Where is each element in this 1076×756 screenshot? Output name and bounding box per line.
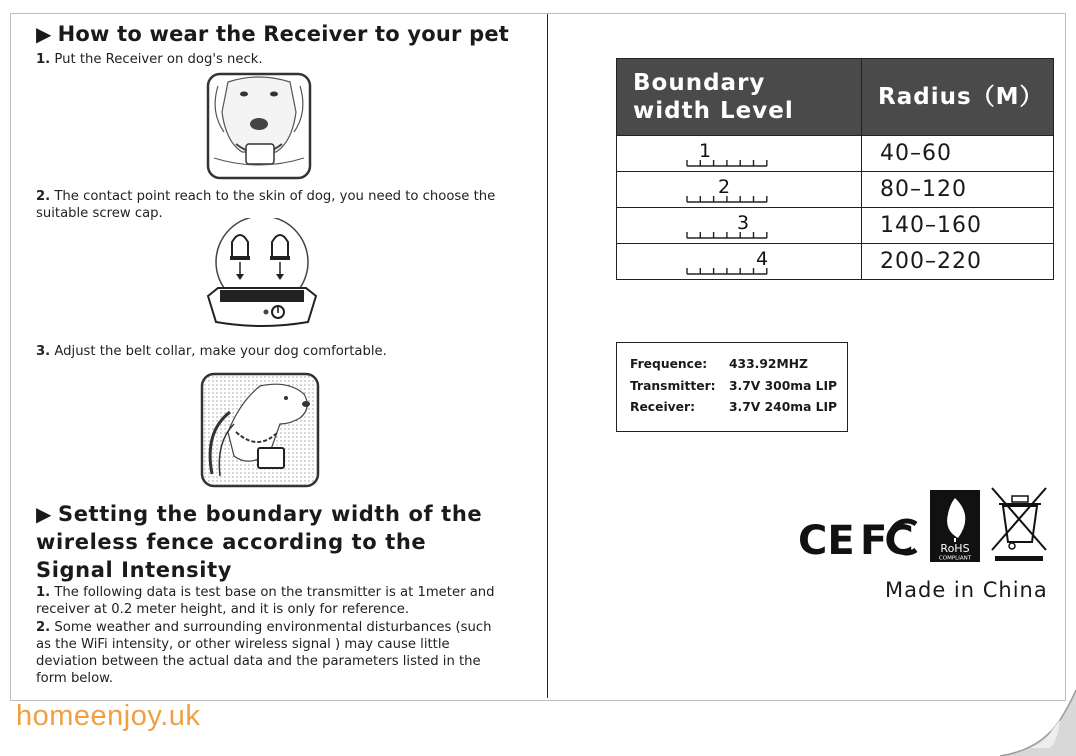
radius-cell: 200–220 bbox=[862, 244, 1054, 280]
table-row bbox=[617, 136, 1054, 172]
table-row bbox=[617, 208, 1054, 244]
spec-row-frequence: Frequence: 433.92MHZ bbox=[630, 357, 808, 371]
contact-point-screw-cap-illustration bbox=[204, 218, 320, 334]
specification-box bbox=[616, 342, 848, 432]
spec-row-receiver: Receiver: 3.7V 240ma LIP bbox=[630, 400, 838, 414]
triangle-bullet-icon: ▶ bbox=[36, 502, 52, 526]
dog-neck-receiver-illustration bbox=[206, 72, 312, 180]
section-heading-wear: ▶ How to wear the Receiver to your pet bbox=[36, 22, 510, 46]
level-scale-icon bbox=[685, 210, 769, 240]
step-3: 3. Adjust the belt collar, make your dog comfortable. bbox=[36, 344, 387, 359]
level-number: 3 bbox=[736, 212, 750, 234]
rohs-leaf-icon bbox=[930, 490, 980, 562]
page-curl-icon bbox=[1000, 690, 1076, 756]
ce-mark-icon bbox=[798, 518, 855, 564]
level-scale-icon bbox=[685, 246, 769, 276]
level-number: 4 bbox=[755, 248, 769, 270]
column-divider bbox=[547, 14, 548, 698]
certification-logos bbox=[798, 486, 1048, 566]
fcc-mark-icon bbox=[860, 518, 916, 564]
note-1: 1. The following data is test base on the transmitter is at 1meter and receiver at 0.2 meter height, and it is only for reference. bbox=[36, 585, 495, 617]
watermark-text: homeenjoy.uk bbox=[16, 700, 201, 732]
dog-collar-adjust-illustration bbox=[200, 372, 320, 488]
level-number: 2 bbox=[717, 176, 731, 198]
boundary-width-table bbox=[616, 58, 1054, 280]
level-cell bbox=[617, 172, 862, 208]
table-row bbox=[617, 172, 1054, 208]
level-cell bbox=[617, 208, 862, 244]
made-in-label: Made in China bbox=[885, 578, 1048, 602]
level-scale-icon bbox=[685, 138, 769, 168]
triangle-bullet-icon: ▶ bbox=[36, 22, 52, 46]
radius-cell: 140–160 bbox=[862, 208, 1054, 244]
note-2: 2. Some weather and surrounding environmental disturbances (such as the WiFi intensity, or other wireless signal ) may cause little deviation between the actual data and the parameters listed in the form below. bbox=[36, 620, 492, 686]
level-cell bbox=[617, 244, 862, 280]
svg-text:FC: FC bbox=[860, 518, 911, 564]
svg-text:CE: CE bbox=[798, 518, 855, 564]
radius-cell: 80–120 bbox=[862, 172, 1054, 208]
radius-cell: 40–60 bbox=[862, 136, 1054, 172]
header-boundary-width-level: Boundary width Level bbox=[617, 59, 862, 136]
spec-row-transmitter: Transmitter: 3.7V 300ma LIP bbox=[630, 379, 838, 393]
level-cell bbox=[617, 136, 862, 172]
level-scale-icon bbox=[685, 174, 769, 204]
svg-text:COMPLIANT: COMPLIANT bbox=[938, 555, 972, 562]
level-number: 1 bbox=[698, 140, 712, 162]
svg-text:RoHS: RoHS bbox=[940, 542, 970, 555]
header-radius: Radius（M） bbox=[862, 59, 1054, 136]
weee-bin-icon bbox=[992, 488, 1046, 561]
step-2: 2. The contact point reach to the skin of dog, you need to choose the suitable screw cap. bbox=[36, 189, 496, 221]
section-heading-boundary: ▶ Setting the boundary width of the wireless fence according to the Signal Intensity bbox=[36, 502, 483, 582]
table-row bbox=[617, 244, 1054, 280]
step-1: 1. Put the Receiver on dog's neck. bbox=[36, 52, 263, 67]
